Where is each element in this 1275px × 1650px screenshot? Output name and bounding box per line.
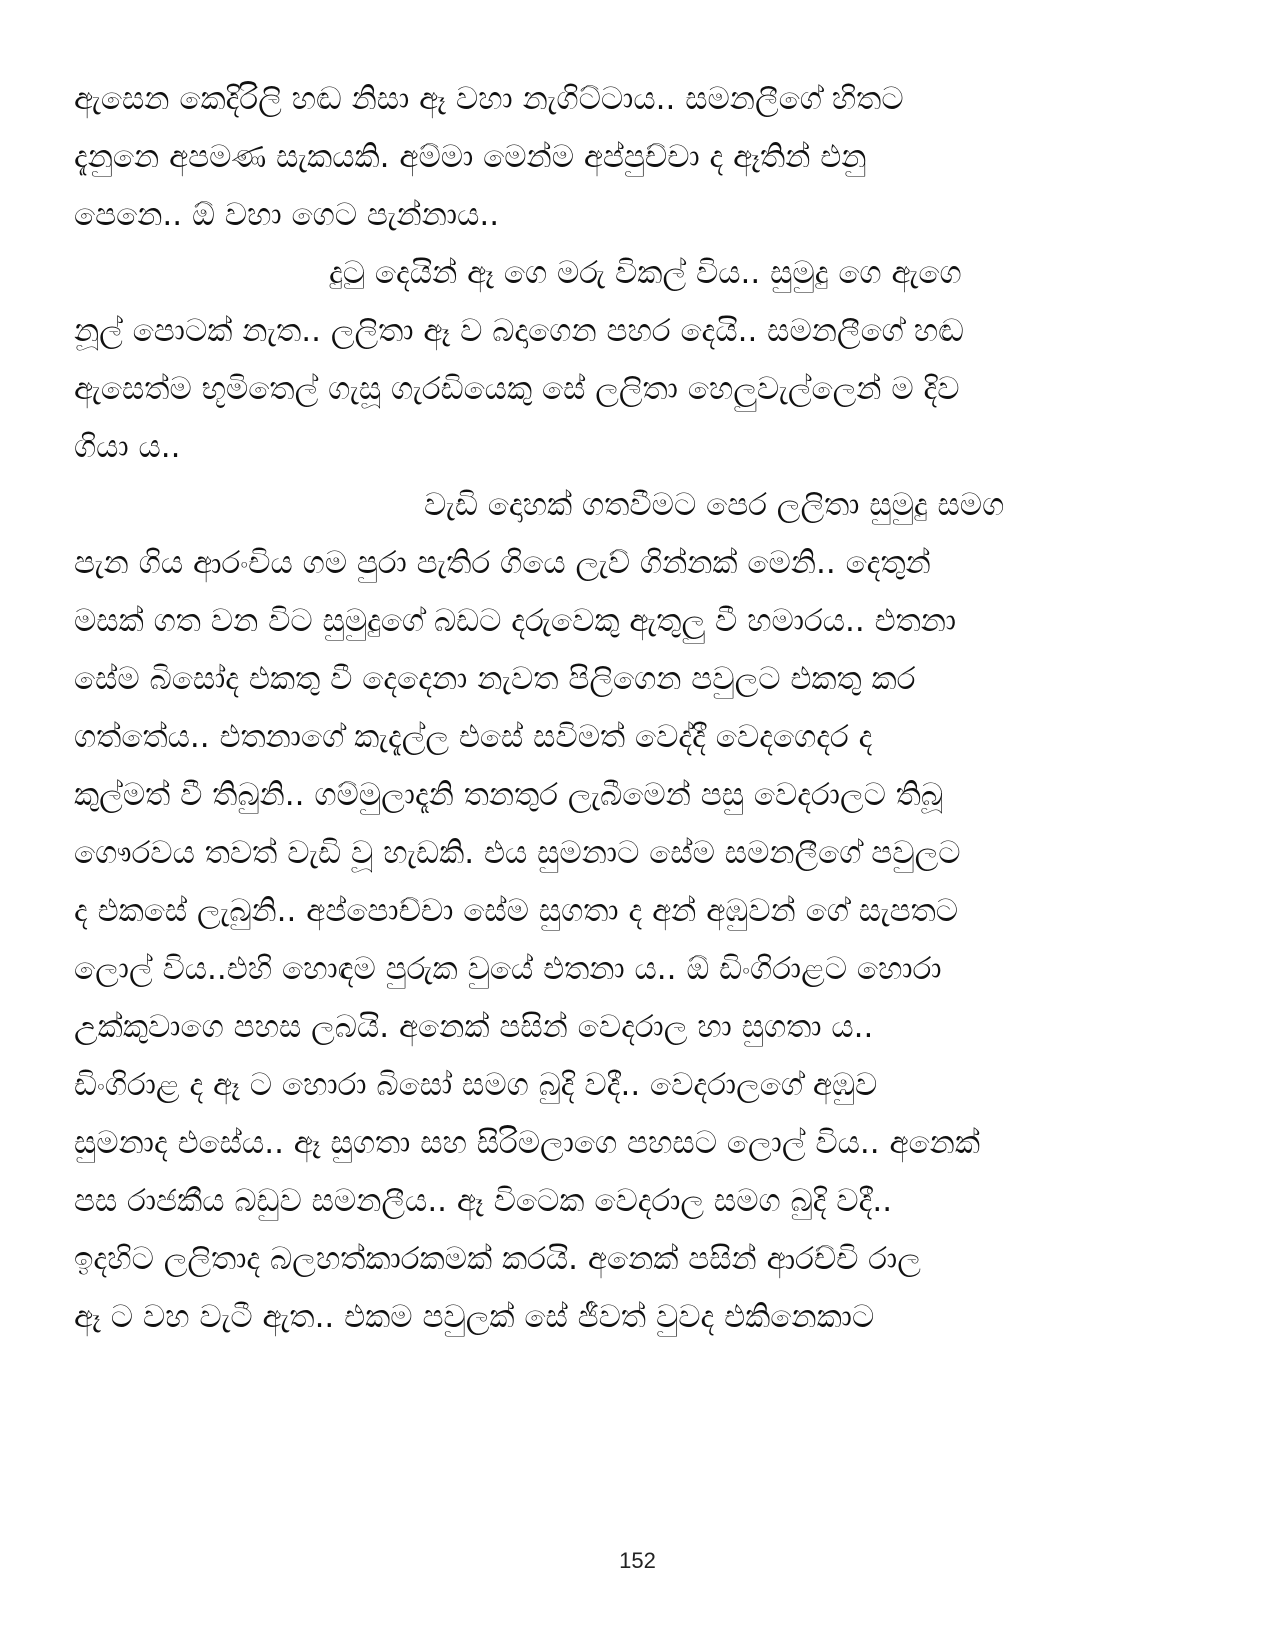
text-line: ඩිංගිරාළ ද ඈ ට හොරා බිසෝ සමග බුදි වදී.. වෙදරාලගේ අඹුව: [74, 1067, 878, 1103]
text-line: පස රාජකීය බඩුව සමනලීය.. ඈ විටෙක වෙදරාල සමග බුදි වදී..: [74, 1183, 893, 1219]
text-line: ඇසෙන කෙදිරිලි හඬ නිසා ඈ වහා නැගිට්ටාය.. සමනලීගේ හිතට: [74, 81, 904, 117]
text-line: ගෞරවය තවත් වැඩි වූ හැඩකි. එය සුමනාට සේම සමනලීගේ පවුලට: [74, 835, 961, 871]
text-line: සේම බිසෝද එකතු වී දෙදෙනා නැවත පිලිගෙන පවුලට එකතු කර: [74, 661, 916, 697]
text-line: ඈ ට වහ වැටී ඇත.. එකම පවුලක් සේ ජීවත් වුවද එකිනෙකාට: [74, 1299, 875, 1335]
page-number: 152: [619, 1548, 656, 1573]
text-line: දැනුනෙ අපමණ සැකයකි. අම්මා මෙන්ම අප්පුච්චා ද ඈතින් එනු: [74, 139, 867, 175]
text-line-indented: දුටු දෙයින් ඈ ගෙ මරු විකල් විය.. සුමුදු ගෙ ඇගෙ: [329, 255, 962, 291]
text-line: පැන ගිය ආරංචිය ගම පුරා පැතිර ගියෙ ලැව් ගින්නක් මෙනි.. දෙතුන්: [74, 545, 931, 581]
text-line: මසක් ගත වන විට සුමුදුගේ බඩට දරුවෙකු ඇතුලු වී හමාරය.. එතනා: [74, 603, 957, 639]
text-line: ඉදහිට ලලිතාද බලහත්කාරකමක් කරයි. අනෙක් පසින් ආරච්චි රාල: [74, 1241, 921, 1277]
text-line: ගියා ය..: [74, 429, 181, 465]
text-line: කුල්මත් වී තිබුනි.. ගම්මුලාදෑනි තනතුර ලැබීමෙන් පසු වෙදරාලට තිබූ: [74, 777, 944, 813]
text-line: ලොල් විය..එහි හොඳම පුරුක වුයේ එතනා ය.. ඕ ඩිංගිරාළට හොරා: [74, 951, 942, 987]
body-text: [74, 70, 1184, 1346]
text-line: සුමනාද එසේය.. ඈ සුගතා සහ සිරිමලාගෙ පහසට ලොල් විය.. අනෙක්: [74, 1125, 981, 1161]
text-line: ඇසෙත්ම භූමිතෙල් ගැසූ ගැරඩියෙකු සේ ලලිතා හෙලුවැල්ලෙන් ම දිව: [74, 371, 960, 407]
text-line: පෙනෙ.. ඕ වහා ගෙට පැන්නාය..: [74, 197, 500, 233]
text-line: උක්කුවාගෙ පහස ලබයි. අනෙක් පසින් වෙදරාල හා සුගතා ය..: [74, 1009, 874, 1045]
text-line: ද එකසේ ලැබුනි.. අප්පොච්චා සේම සුගතා ද අන් අඹුවන් ගේ සැපතට: [74, 893, 959, 929]
text-line: ගත්තේය.. එතනාගේ කැදැල්ල එසේ සවිමත් වෙද්දී වෙදගෙදර ද: [74, 719, 873, 755]
text-line: නූල් පොටක් නැත.. ලලිතා ඈ ව බදාගෙන පහර දෙයි.. සමනලීගේ හඬ: [74, 313, 964, 349]
text-line-indented: වැඩි දොහක් ගතවීමට පෙර ලලිතා සුමුදු සමග: [424, 487, 1005, 523]
